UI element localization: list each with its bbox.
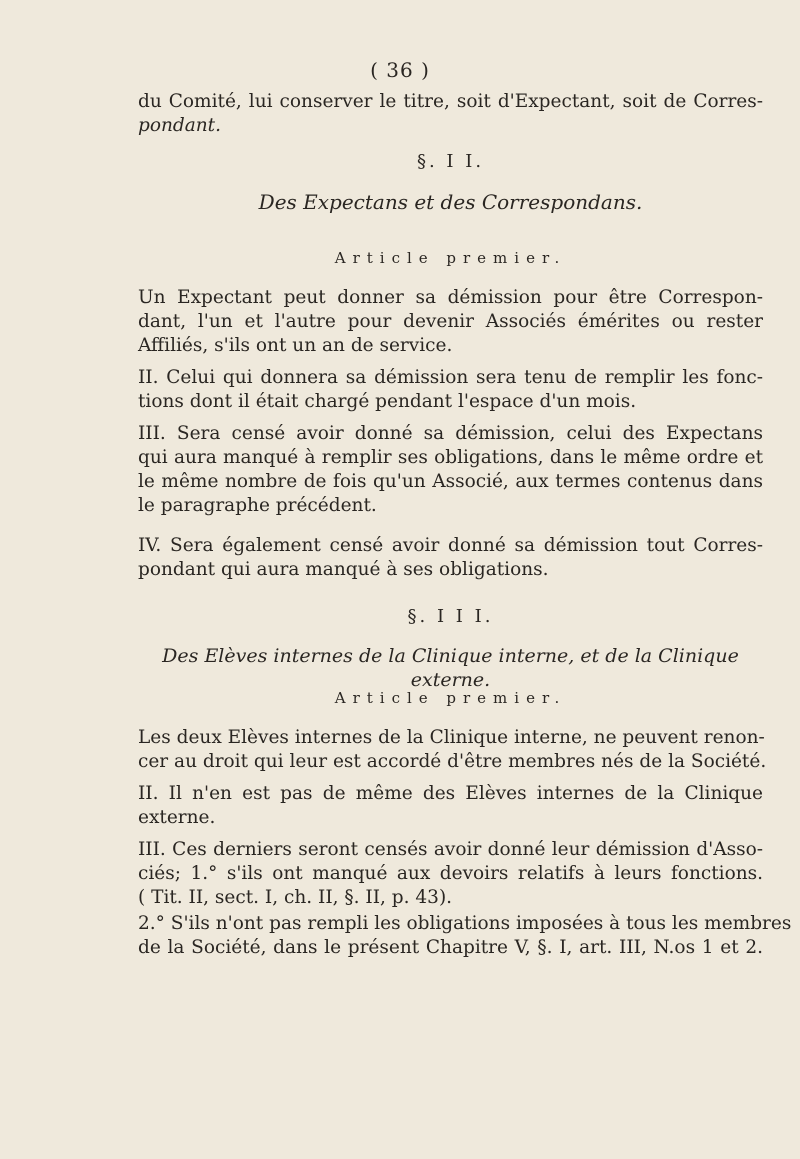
- section-title: Des Elèves internes de la Clinique interne, et de la Clinique externe.: [162, 645, 739, 691]
- paragraph: [138, 422, 763, 518]
- paragraph: [138, 782, 763, 830]
- text-line: III. Sera censé avoir donné sa démission, celui des Expectans: [138, 423, 763, 444]
- text-line: III. Ces derniers seront censés avoir donné leur démission d'Asso-: [138, 839, 763, 860]
- text-line: le même nombre de fois qu'un Associé, aux termes contenus dans: [138, 471, 763, 492]
- text-line: II. Il n'en est pas de même des Elèves internes de la Clinique: [138, 783, 763, 804]
- page-number: ( 36 ): [370, 58, 430, 82]
- text-line: cer au droit qui leur est accordé d'être membres nés de la Société.: [138, 751, 767, 772]
- article-heading: Article premier.: [334, 249, 567, 267]
- paragraph: [138, 534, 763, 582]
- paragraph: [138, 366, 763, 414]
- text-line: Affiliés, s'ils ont un an de service.: [138, 335, 453, 356]
- paragraph: [138, 286, 763, 358]
- text-line: ciés; 1.° s'ils ont manqué aux devoirs relatifs à leurs fonctions.: [138, 863, 763, 884]
- text-line: pondant qui aura manqué à ses obligations.: [138, 559, 549, 580]
- text-line: pondant.: [138, 115, 221, 136]
- text-line: de la Société, dans le présent Chapitre V, §. I, art. III, N.os 1 et 2.: [138, 937, 763, 958]
- text-line: externe.: [138, 807, 216, 828]
- text-line: IV. Sera également censé avoir donné sa démission tout Corres-: [138, 535, 763, 556]
- paragraph: [138, 726, 767, 774]
- text-line: II. Celui qui donnera sa démission sera tenu de remplir les fonc-: [138, 367, 763, 388]
- text-line: 2.° S'ils n'ont pas rempli les obligations imposées à tous les membres: [138, 913, 792, 934]
- text-line: le paragraphe précédent.: [138, 495, 377, 516]
- article-heading: Article premier.: [334, 689, 567, 707]
- text-line: Un Expectant peut donner sa démission pour être Correspon-: [138, 287, 763, 308]
- text-line: Les deux Elèves internes de la Clinique interne, ne peuvent renon-: [138, 727, 765, 748]
- text-line: du Comité, lui conserver le titre, soit d'Expectant, soit de Corres-: [138, 91, 763, 112]
- text-line: qui aura manqué à remplir ses obligations, dans le même ordre et: [138, 447, 763, 468]
- text-line: ( Tit. II, sect. I, ch. II, §. II, p. 43).: [138, 887, 453, 908]
- intro-paragraph: [138, 90, 763, 138]
- section-number: §. I I I.: [407, 606, 494, 627]
- section-title: Des Expectans et des Correspondans.: [258, 190, 643, 214]
- text-line: dant, l'un et l'autre pour devenir Associés émérites ou rester: [138, 311, 763, 332]
- section-number: §. I I.: [416, 151, 485, 172]
- text-line: tions dont il était chargé pendant l'espace d'un mois.: [138, 391, 637, 412]
- paragraph: [138, 912, 792, 960]
- paragraph: [138, 838, 763, 910]
